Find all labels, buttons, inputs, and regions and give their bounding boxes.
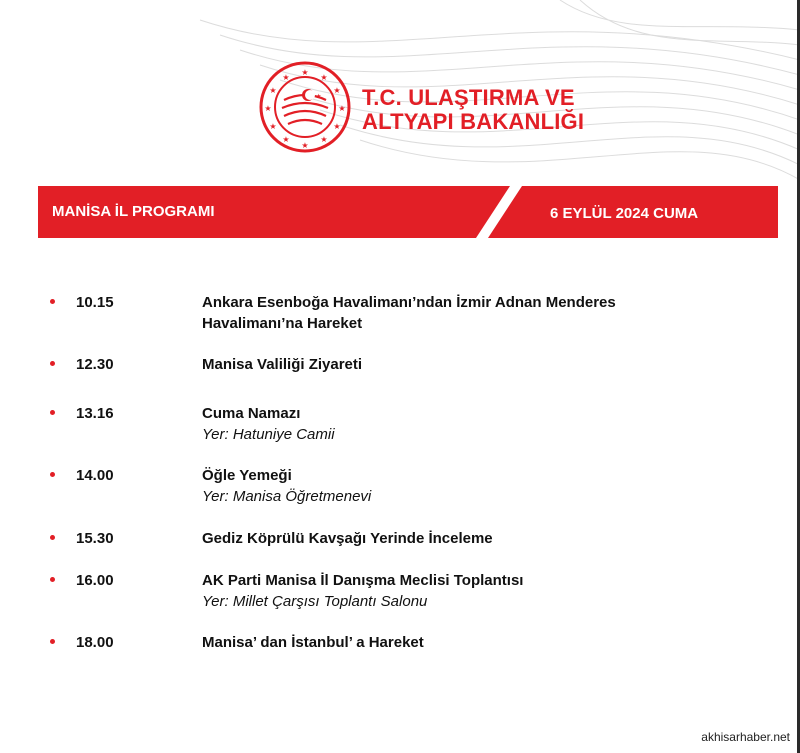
schedule-location: Yer: Millet Çarşısı Toplantı Salonu <box>202 593 428 610</box>
svg-text:★: ★ <box>316 93 322 100</box>
svg-text:★: ★ <box>338 104 346 113</box>
schedule-title: Ankara Esenboğa Havalimanı’ndan İzmir Adnan Menderes Havalimanı’na Hareket <box>202 294 616 332</box>
schedule-time: 15.30 <box>76 530 114 547</box>
ministry-name <box>362 86 584 134</box>
schedule-title: Manisa’ dan İstanbul’ a Hareket <box>202 634 424 651</box>
svg-text:★: ★ <box>333 86 341 95</box>
schedule-title: Cuma Namazı <box>202 405 301 422</box>
svg-text:★: ★ <box>320 135 328 144</box>
svg-text:★: ★ <box>320 73 328 82</box>
source-watermark: akhisarhaber.net <box>701 730 790 744</box>
schedule-time: 12.30 <box>76 356 114 373</box>
svg-text:★: ★ <box>333 122 341 131</box>
svg-text:★: ★ <box>264 104 272 113</box>
schedule-title: AK Parti Manisa İl Danışma Meclisi Toplantısı <box>202 572 524 589</box>
schedule-title: Gediz Köprülü Kavşağı Yerinde İnceleme <box>202 530 493 547</box>
svg-text:★: ★ <box>301 141 309 150</box>
bullet-icon <box>50 535 55 540</box>
svg-text:★: ★ <box>282 135 290 144</box>
bullet-icon <box>50 410 55 415</box>
ministry-seal-icon <box>258 60 352 154</box>
svg-text:★: ★ <box>301 68 309 77</box>
bullet-icon <box>50 361 55 366</box>
schedule-location: Yer: Manisa Öğretmenevi <box>202 488 372 505</box>
schedule-title: Öğle Yemeği <box>202 467 292 484</box>
svg-text:★: ★ <box>282 73 290 82</box>
schedule-time: 13.16 <box>76 405 114 422</box>
schedule-time: 10.15 <box>76 294 114 311</box>
program-date: 6 EYLÜL 2024 CUMA <box>550 205 699 222</box>
schedule-location: Yer: Hatuniye Camii <box>202 426 335 443</box>
ministry-name-line1: T.C. ULAŞTIRMA VE <box>362 85 575 110</box>
svg-text:★: ★ <box>269 86 277 95</box>
bullet-icon <box>50 639 55 644</box>
schedule-title: Manisa Valiliği Ziyareti <box>202 356 363 373</box>
svg-text:★: ★ <box>269 122 277 131</box>
bullet-icon <box>50 299 55 304</box>
ministry-name-line2: ALTYAPI BAKANLIĞI <box>362 109 585 134</box>
program-title: MANİSA İL PROGRAMI <box>52 203 215 220</box>
schedule-time: 16.00 <box>76 572 114 589</box>
schedule-time: 14.00 <box>76 467 114 484</box>
schedule-time: 18.00 <box>76 634 114 651</box>
bullet-icon <box>50 472 55 477</box>
bullet-icon <box>50 577 55 582</box>
